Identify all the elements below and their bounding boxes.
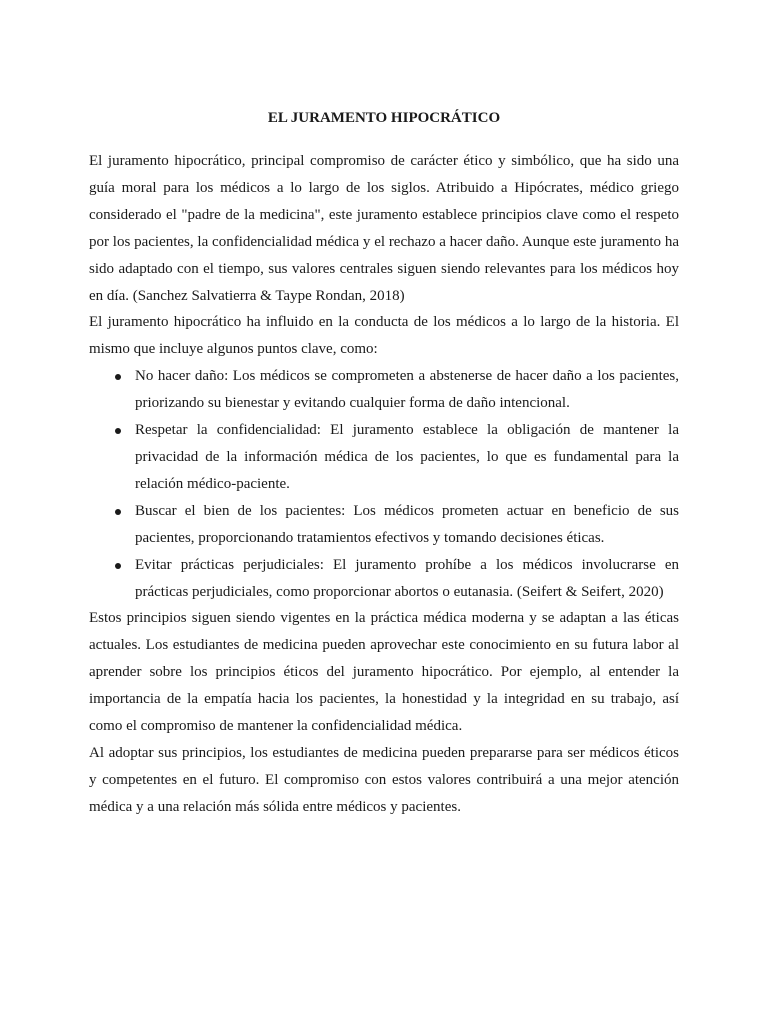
list-item bbox=[89, 498, 679, 552]
list-item bbox=[89, 363, 679, 417]
paragraph-principles: Estos principios siguen siendo vigentes en la práctica médica moderna y se adaptan a las éticas actuales. Los estudiantes de medicina pueden aprovechar este conocimiento en su futura labor al aprender sobre los principios éticos del juramento hipocrático. Por ejemplo, al entender la importancia de la empatía hacia los pacientes, la honestidad y la integridad en su trabajo, así como el compromiso de mantener la confidencialidad médica. bbox=[89, 610, 679, 735]
paragraph-intro: El juramento hipocrático, principal compromiso de carácter ético y simbólico, que ha sido una guía moral para los médicos a lo largo de los siglos. Atribuido a Hipócrates, médico griego considerado el "padre de la medicina", este juramento establece principios clave como el respeto por los pacientes, la confidencialidad médica y el rechazo a hacer daño. Aunque este juramento ha sido adaptado con el tiempo, sus valores centrales siguen siendo relevantes para los médicos hoy en día. (Sanchez Salvatierra & Taype Rondan, 2018) bbox=[89, 153, 679, 304]
key-points-list bbox=[89, 363, 679, 605]
bullet-icon bbox=[115, 563, 121, 569]
document-title: EL JURAMENTO HIPOCRÁTICO bbox=[267, 110, 501, 126]
bullet-icon bbox=[115, 428, 121, 434]
document-page bbox=[89, 106, 679, 821]
list-item-text: Buscar el bien de los pacientes: Los médicos prometen actuar en beneficio de sus pacientes, proporcionando tratamientos efectivos y tomando decisiones éticas. bbox=[135, 502, 679, 546]
bullet-icon bbox=[115, 374, 121, 380]
list-item-text: Evitar prácticas perjudiciales: El juramento prohíbe a los médicos involucrarse en prácticas perjudiciales, como proporcionar abortos o eutanasia. (Seifert & Seifert, 2020) bbox=[135, 556, 679, 600]
list-item-text: Respetar la confidencialidad: El juramento establece la obligación de mantener la privacidad de la información médica de los pacientes, lo que es fundamental para la relación médico-paciente. bbox=[135, 422, 679, 492]
list-item-text: No hacer daño: Los médicos se comprometen a abstenerse de hacer daño a los pacientes, priorizando su bienestar y evitando cualquier forma de daño intencional. bbox=[135, 368, 679, 412]
bullet-icon bbox=[115, 509, 121, 515]
paragraph-key-points: El juramento hipocrático ha influido en la conducta de los médicos a lo largo de la historia. El mismo que incluye algunos puntos clave, como: bbox=[89, 314, 679, 358]
list-item bbox=[89, 417, 679, 498]
list-item bbox=[89, 552, 679, 606]
paragraph-conclusion: Al adoptar sus principios, los estudiantes de medicina pueden prepararse para ser médicos éticos y competentes en el futuro. El compromiso con estos valores contribuirá a una mejor atención médica y a una relación más sólida entre médicos y pacientes. bbox=[89, 744, 679, 815]
